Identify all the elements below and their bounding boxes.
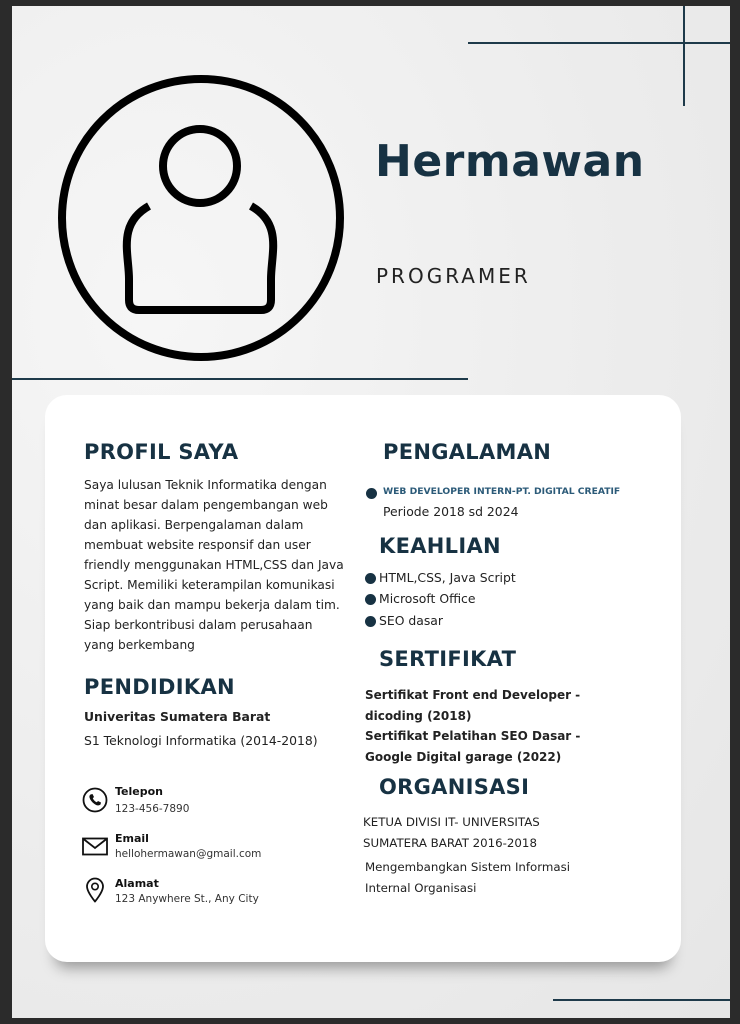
email-value: hellohermawan@gmail.com: [115, 848, 262, 860]
sertifikat-heading: SERTIFIKAT: [379, 647, 517, 671]
skill-item: HTML,CSS, Java Script: [379, 570, 516, 585]
top-vertical-line: [683, 6, 685, 106]
address-label: Alamat: [115, 877, 159, 890]
content-card: [45, 395, 681, 962]
sertifikat-line: dicoding (2018): [365, 709, 472, 723]
sertifikat-line: Google Digital garage (2022): [365, 750, 562, 764]
organisasi-heading: ORGANISASI: [379, 775, 530, 799]
organisasi-line: Internal Organisasi: [365, 881, 477, 895]
skill-bullet: [365, 594, 376, 605]
pengalaman-period: Periode 2018 sd 2024: [383, 504, 519, 519]
skill-item: SEO dasar: [379, 613, 443, 628]
pengalaman-heading: PENGALAMAN: [383, 440, 552, 464]
person-name: Hermawan: [375, 136, 645, 187]
keahlian-heading: KEAHLIAN: [379, 534, 501, 558]
address-value: 123 Anywhere St., Any City: [115, 893, 259, 905]
sertifikat-line: Sertifikat Pelatihan SEO Dasar -: [365, 729, 581, 743]
location-pin-icon: [85, 877, 105, 903]
skill-item: Microsoft Office: [379, 591, 476, 606]
skill-bullet: [365, 616, 376, 627]
middle-horizontal-line: [12, 378, 468, 380]
pendidikan-heading: PENDIDIKAN: [84, 675, 235, 699]
resume-page: [12, 6, 730, 1018]
sertifikat-line: Sertifikat Front end Developer -: [365, 688, 581, 702]
email-label: Email: [115, 832, 149, 845]
phone-icon: [82, 787, 108, 813]
bottom-horizontal-line: [553, 999, 730, 1001]
school-name: Univeritas Sumatera Barat: [84, 709, 271, 724]
skill-bullet: [365, 573, 376, 584]
pengalaman-role: WEB DEVELOPER INTERN-PT. DIGITAL CREATIF: [383, 486, 621, 497]
degree-text: S1 Teknologi Informatika (2014-2018): [84, 733, 318, 748]
top-horizontal-line: [468, 42, 730, 44]
pengalaman-bullet: [366, 488, 377, 499]
profil-heading: PROFIL SAYA: [84, 440, 239, 464]
organisasi-line: Mengembangkan Sistem Informasi: [365, 860, 571, 874]
organisasi-line: KETUA DIVISI IT- UNIVERSITAS: [363, 815, 540, 829]
profil-text: Saya lulusan Teknik Informatika dengan minat besar dalam pengembangan web dan aplikasi. Berpengalaman dalam membuat website responsif dan user friendly menggunakan HTML,CSS dan Java Script. Memiliki keterampilan komunikasi yang baik dan mampu bekerja dalam tim. Siap berkontribusi dalam perusahaan yang berkembang: [84, 478, 344, 652]
phone-label: Telepon: [115, 785, 163, 798]
organisasi-line: SUMATERA BARAT 2016-2018: [363, 836, 537, 850]
avatar-person-icon: [57, 74, 345, 362]
phone-value: 123-456-7890: [115, 803, 190, 815]
job-title: PROGRAMER: [376, 264, 531, 288]
email-icon: [82, 837, 108, 857]
